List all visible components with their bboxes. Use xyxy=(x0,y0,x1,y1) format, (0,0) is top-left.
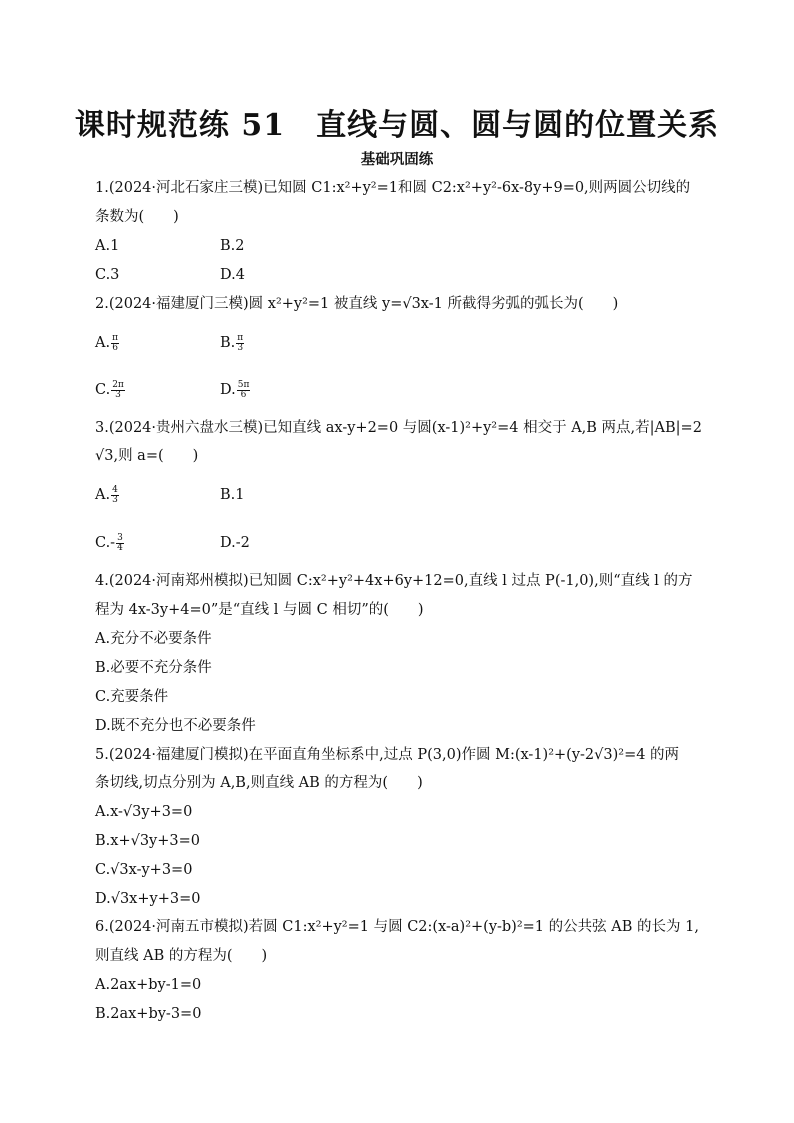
q3-option-c-fraction xyxy=(116,534,124,553)
fraction-denominator: 6 xyxy=(240,389,247,400)
fraction-denominator: 4 xyxy=(117,542,123,553)
fraction-numerator: 5π xyxy=(237,379,250,390)
q3-stem-line1: 3.(2024·贵州六盘水三模)已知直线 ax-y+2=0 与圆(x-1)²+y²=4 相交于 A,B 两点,若|AB|=2 xyxy=(95,420,702,436)
q3-option-a-label: A. xyxy=(95,487,111,503)
q5-stem-line1: 5.(2024·福建厦门模拟)在平面直角坐标系中,过点 P(3,0)作圆 M:(x-1)²+(y-2√3)²=4 的两 xyxy=(95,747,680,763)
q2-option-b-label: B. xyxy=(220,335,236,351)
q6-option-b: B.2ax+by-3=0 xyxy=(95,1006,202,1022)
q3-option-b: B.1 xyxy=(220,487,245,503)
q2-option-a xyxy=(95,333,119,353)
q2-option-c-fraction xyxy=(111,381,125,400)
q4-option-c: C.充要条件 xyxy=(95,689,169,705)
q1-stem-line2: 条数为( ) xyxy=(95,209,179,225)
q6-stem-line2: 则直线 AB 的方程为( ) xyxy=(95,948,268,964)
fraction-numerator: π xyxy=(112,332,119,343)
q5-option-c: C.√3x-y+3=0 xyxy=(95,862,193,878)
q2-option-b-fraction xyxy=(236,334,244,353)
fraction-numerator: π xyxy=(237,332,244,343)
fraction-numerator: 2π xyxy=(112,379,124,390)
q3-stem-line2: √3,则 a=( ) xyxy=(95,448,199,464)
fraction-denominator: 3 xyxy=(112,494,118,505)
q1-option-d: D.4 xyxy=(220,267,245,283)
q2-option-c xyxy=(95,380,125,400)
q3-option-d: D.-2 xyxy=(220,535,250,551)
q2-option-d xyxy=(220,380,250,400)
q1-option-a: A.1 xyxy=(95,238,120,254)
fraction-numerator: 3 xyxy=(117,532,123,543)
q2-option-d-fraction xyxy=(237,381,251,400)
q6-option-a: A.2ax+by-1=0 xyxy=(95,977,202,993)
q4-option-d: D.既不充分也不必要条件 xyxy=(95,718,256,734)
page-title: 课时规范练 51 直线与圆、圆与圆的位置关系 xyxy=(74,108,720,143)
q3-option-a-fraction xyxy=(111,486,119,505)
fraction-denominator: 3 xyxy=(115,389,121,400)
q5-option-a: A.x-√3y+3=0 xyxy=(95,804,193,820)
q5-stem-line2: 条切线,切点分别为 A,B,则直线 AB 的方程为( ) xyxy=(95,775,423,791)
q4-option-b: B.必要不充分条件 xyxy=(95,660,212,676)
q2-option-a-fraction xyxy=(111,334,119,353)
q5-option-d: D.√3x+y+3=0 xyxy=(95,891,201,907)
q2-option-c-label: C. xyxy=(95,382,111,398)
q5-option-b: B.x+√3y+3=0 xyxy=(95,833,200,849)
q4-stem-line2: 程为 4x-3y+4=0”是“直线 l 与圆 C 相切”的( ) xyxy=(95,602,424,618)
q4-stem-line1: 4.(2024·河南郑州模拟)已知圆 C:x²+y²+4x+6y+12=0,直线 l 过点 P(-1,0),则“直线 l 的方 xyxy=(95,573,693,589)
q1-option-b: B.2 xyxy=(220,238,245,254)
q3-option-c xyxy=(95,533,124,553)
q2-stem-line1: 2.(2024·福建厦门三模)圆 x²+y²=1 被直线 y=√3x-1 所截得劣弧的弧长为( ) xyxy=(95,296,619,312)
q2-option-a-label: A. xyxy=(95,335,111,351)
fraction-denominator: 6 xyxy=(112,342,118,353)
fraction-denominator: 3 xyxy=(237,342,244,353)
q1-stem-line1: 1.(2024·河北石家庄三模)已知圆 C1:x²+y²=1和圆 C2:x²+y²-6x-8y+9=0,则两圆公切线的 xyxy=(95,180,691,196)
q3-option-c-label: C.- xyxy=(95,535,116,551)
q6-stem-line1: 6.(2024·河南五市模拟)若圆 C1:x²+y²=1 与圆 C2:(x-a)²+(y-b)²=1 的公共弦 AB 的长为 1, xyxy=(95,919,699,935)
q4-option-a: A.充分不必要条件 xyxy=(95,631,212,647)
section-title: 基础巩固练 xyxy=(360,151,434,168)
q2-option-b xyxy=(220,333,244,353)
fraction-numerator: 4 xyxy=(112,484,118,495)
q3-option-a xyxy=(95,485,119,505)
q2-option-d-label: D. xyxy=(220,382,236,398)
q1-option-c: C.3 xyxy=(95,267,120,283)
